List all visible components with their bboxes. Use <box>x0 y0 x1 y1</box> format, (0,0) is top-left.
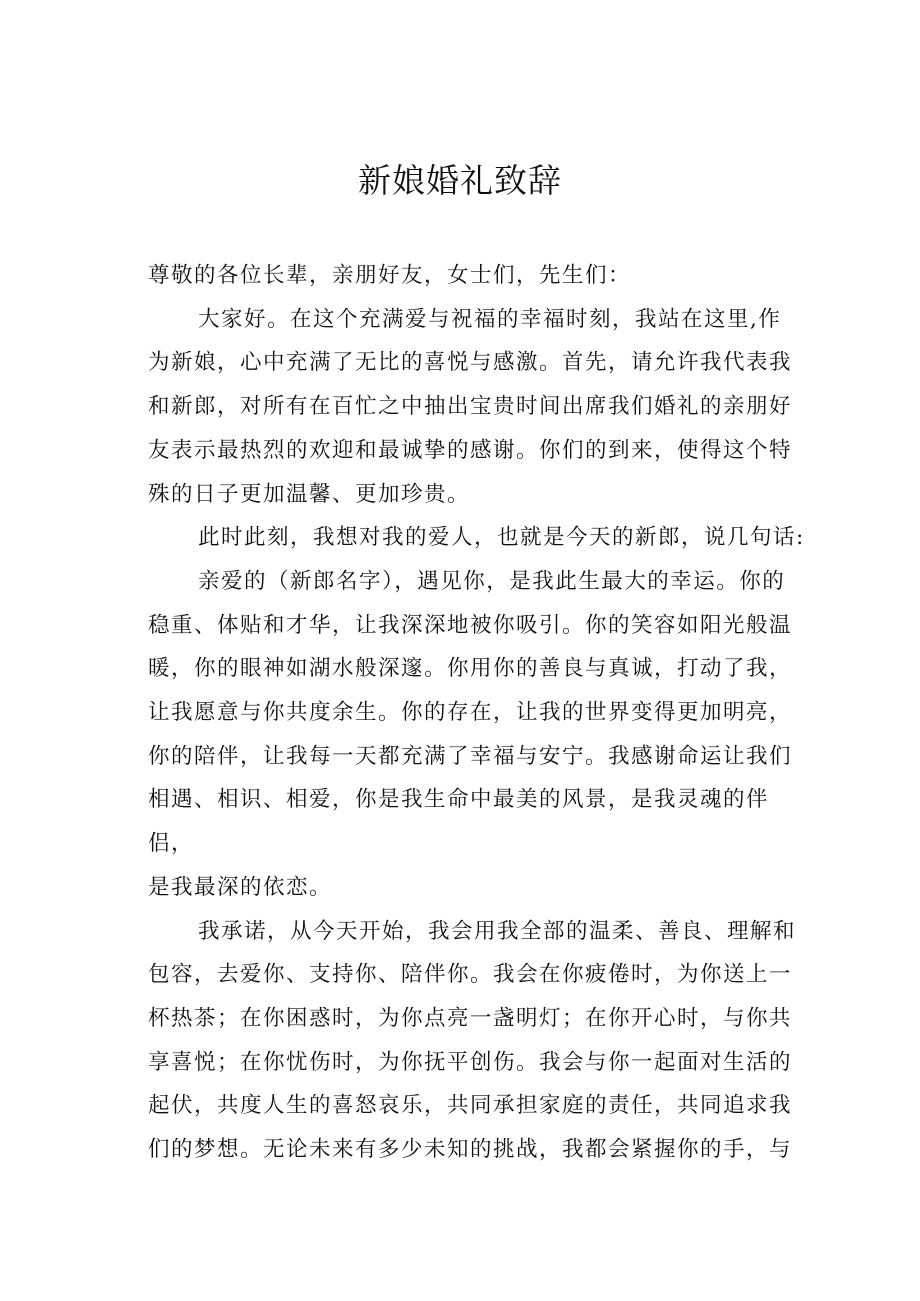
to-groom-paragraph: 亲爱的（新郎名字），遇见你，是我此生最大的幸运。你的 稳重、体贴和才华，让我深深地被你吸引。你的笑容如阳光般温 暖，你的眼神如湖水般深邃。你用你的善良与真诚，打动了我， 让我愿意与你共度余生。你的存在，让我的世界变得更加明亮， 你的陪伴，让我每一天都充满了幸福与安宁。我感谢命运让我们 相遇、相识、相爱，你是我生命中最美的风景，是我灵魂的伴侣， 是我最深的依恋。 <box>148 568 793 900</box>
greeting-paragraph: 大家好。在这个充满爱与祝福的幸福时刻，我站在这里,作 为新娘，心中充满了无比的喜悦与感激。首先，请允许我代表我 和新郎，对所有在百忙之中抽出宝贵时间出席我们婚礼的亲朋好 友表示最热烈的欢迎和最诚挚的感谢。你们的到来，使得这个特 殊的日子更加温馨、更加珍贵。 <box>148 306 793 507</box>
document-body <box>148 254 808 1172</box>
document-title: 新娘婚礼致辞 <box>358 161 562 200</box>
address-groom-paragraph: 此时此刻，我想对我的爱人，也就是今天的新郎，说几句话: <box>198 525 805 551</box>
salutation-paragraph: 尊敬的各位长辈，亲朋好友，女士们，先生们： <box>148 263 632 288</box>
promise-paragraph: 我承诺，从今天开始，我会用我全部的温柔、善良、理解和 包容，去爱你、支持你、陪伴你。我会在你疲倦时，为你送上一 杯热茶；在你困惑时，为你点亮一盏明灯；在你开心时，与你共 享喜悦；在你忧伤时，为你抚平创伤。我会与你一起面对生活的 起伏，共度人生的喜怒哀乐，共同承担家庭的责任，共同追求我 们的梦想。无论未来有多少未知的挑战，我都会紧握你的手，与 <box>148 918 797 1163</box>
